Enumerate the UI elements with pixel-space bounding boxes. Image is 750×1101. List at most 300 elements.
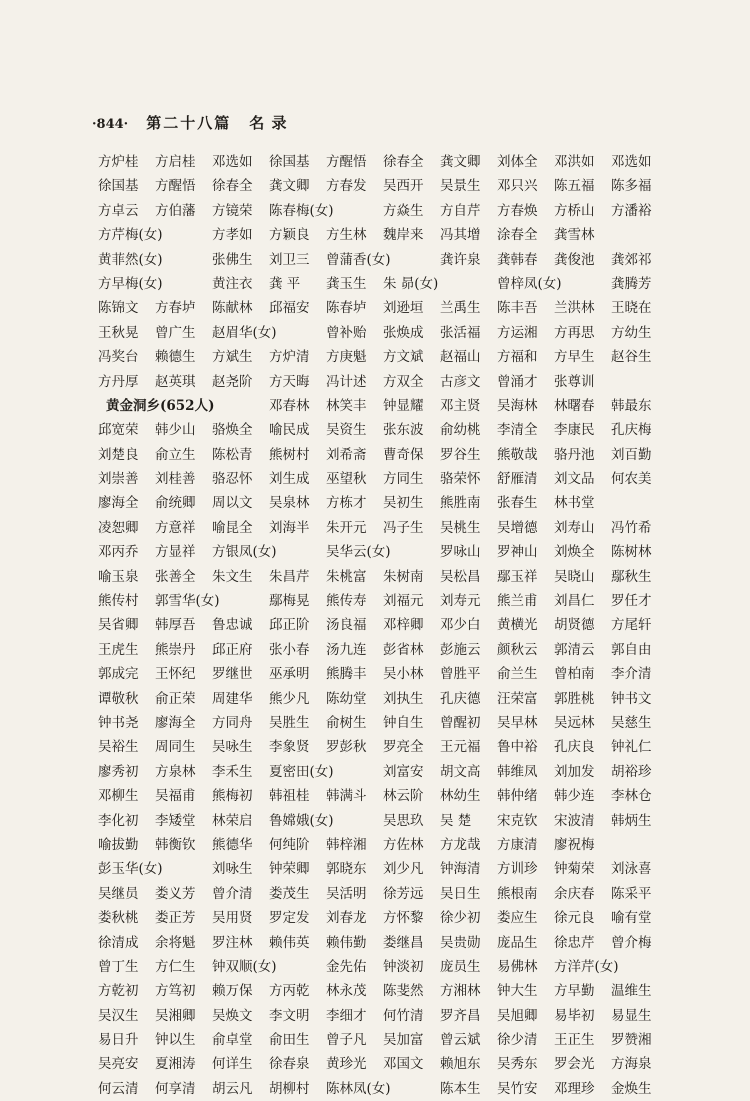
name-entry: 李矮堂 [155, 812, 196, 829]
name-entry: 金焕生 [611, 1080, 652, 1097]
name-entry: 曾柏南 [554, 666, 595, 683]
name-entry: 周建华 [212, 690, 253, 707]
name-entry: 刘逊垣 [383, 300, 424, 317]
name-entry: 胡柳村 [269, 1080, 310, 1097]
name-entry: 钟礼仁 [611, 739, 652, 756]
name-entry: 方尾轩 [611, 617, 652, 634]
name-entry: 徐春全 [212, 178, 253, 195]
name-entry: 颜秋云 [497, 641, 538, 658]
name-entry: 舒雁清 [497, 471, 538, 488]
name-entry: 熊少凡 [269, 690, 310, 707]
name-entry: 吴资生 [326, 422, 367, 439]
name-entry: 方早梅(女) [98, 275, 163, 292]
name-entry: 邱正阶 [269, 617, 310, 634]
name-entry: 刘崇善 [98, 471, 139, 488]
name-entry: 郭雪华(女) [155, 593, 220, 610]
name-row [98, 150, 668, 174]
name-entry: 邓选如 [611, 154, 652, 170]
name-entry: 方卓云 [98, 202, 139, 219]
name-row [98, 248, 668, 272]
name-entry: 张尊训 [554, 373, 595, 390]
name-entry: 方再思 [554, 324, 595, 341]
name-entry: 娄秋桃 [98, 910, 139, 927]
name-entry: 曾丁生 [98, 958, 139, 975]
name-row [98, 955, 668, 979]
name-entry: 郭成完 [98, 666, 139, 683]
name-entry: 吴增德 [497, 519, 538, 536]
name-entry: 韩梓湘 [326, 836, 367, 853]
name-entry: 刘海半 [269, 519, 310, 536]
name-entry: 方银凤(女) [212, 544, 277, 561]
name-entry: 陈春梅(女) [269, 202, 334, 219]
name-entry: 方焱生 [383, 202, 424, 219]
name-entry: 钟荣卿 [269, 861, 310, 878]
name-entry: 刘卫三 [269, 251, 310, 268]
name-entry: 汪荣富 [497, 690, 538, 707]
name-entry: 黄注衣 [212, 275, 253, 292]
name-entry: 钟淡初 [383, 958, 424, 975]
name-entry: 徐清成 [98, 934, 139, 951]
name-entry: 曾梓凤(女) [497, 275, 562, 292]
name-entry: 俞田生 [269, 1032, 310, 1049]
name-entry: 赵谷生 [611, 349, 652, 366]
name-entry: 方佐林 [383, 836, 424, 853]
name-entry: 曹奇保 [383, 446, 424, 463]
name-entry: 冯计述 [326, 373, 367, 390]
name-entry: 邓梓卿 [383, 617, 424, 634]
name-entry: 罗定发 [269, 910, 310, 927]
name-entry: 冯奖台 [98, 349, 139, 366]
name-entry: 胡云凡 [212, 1080, 253, 1097]
name-entry: 钟海清 [440, 861, 481, 878]
name-entry: 熊德华 [212, 836, 253, 853]
name-entry: 吴继员 [98, 885, 139, 902]
name-entry: 曾胜平 [440, 666, 481, 683]
name-entry: 邓选如 [212, 154, 253, 170]
name-entry: 方丹厚 [98, 373, 139, 390]
name-entry: 邓理珍 [554, 1080, 595, 1097]
name-entry: 吴省卿 [98, 617, 139, 634]
name-entry: 张佛生 [212, 251, 253, 268]
name-entry: 方泉林 [155, 763, 196, 780]
name-entry: 钟双顺(女) [212, 958, 277, 975]
name-entry: 邓柳生 [98, 788, 139, 805]
name-entry: 庞品生 [497, 934, 538, 951]
name-entry: 胡贤德 [554, 617, 595, 634]
name-entry: 赵眉华(女) [212, 324, 277, 341]
name-entry: 林荣启 [212, 812, 253, 829]
name-entry: 吴咏生 [212, 739, 253, 756]
name-entry: 冯其增 [440, 227, 481, 244]
name-entry: 刘寿元 [440, 593, 481, 610]
name-row [98, 662, 668, 686]
name-row [98, 491, 668, 515]
name-entry: 刘泳喜 [611, 861, 652, 878]
name-entry: 方同生 [383, 471, 424, 488]
name-entry: 龚玉生 [326, 275, 367, 292]
name-entry: 吴景生 [440, 178, 481, 195]
name-entry: 曾蒲香(女) [326, 251, 391, 268]
name-row [98, 809, 668, 833]
name-entry: 刘加发 [554, 763, 595, 780]
name-entry: 吴裕生 [98, 739, 139, 756]
name-entry: 韩祖桂 [269, 788, 310, 805]
name-entry: 郭胜桃 [554, 690, 595, 707]
name-entry: 徐忠芹 [554, 934, 595, 951]
name-entry: 曾补贻 [326, 324, 367, 341]
name-entry: 鄢玉祥 [497, 568, 538, 585]
name-entry: 徐国基 [269, 154, 310, 170]
name-entry: 邱宽荣 [98, 422, 139, 439]
name-entry: 赖万保 [212, 983, 253, 1000]
name-entry: 罗赞湘 [611, 1032, 652, 1049]
name-entry: 吴湘卿 [155, 1007, 196, 1024]
name-entry: 何享清 [155, 1080, 196, 1097]
name-entry: 方春发 [326, 178, 367, 195]
name-entry: 刘体全 [497, 154, 538, 170]
name-entry: 方海泉 [611, 1056, 652, 1073]
section-title: 第二十八篇 [146, 114, 232, 132]
name-entry: 陈斐然 [383, 983, 424, 1000]
name-entry: 易毕初 [554, 1007, 595, 1024]
name-entry: 吴活明 [326, 885, 367, 902]
name-entry: 易佛林 [497, 958, 538, 975]
name-entry: 方湘林 [440, 983, 481, 1000]
name-entry: 刘咏生 [212, 861, 253, 878]
name-entry: 刘寿山 [554, 519, 595, 536]
name-entry: 钟书文 [611, 690, 652, 707]
name-row [98, 370, 668, 394]
name-entry: 喻有堂 [611, 910, 652, 927]
name-entry: 俞正荣 [155, 690, 196, 707]
name-entry: 刘生成 [269, 471, 310, 488]
name-row [98, 857, 668, 881]
name-row [98, 833, 668, 857]
name-row [98, 1077, 668, 1101]
name-entry: 方炉桂 [98, 154, 139, 170]
name-row [98, 613, 668, 637]
name-entry: 龚 平 [269, 275, 301, 292]
name-list [98, 150, 668, 1101]
name-entry: 方桥山 [554, 202, 595, 219]
name-entry: 方意祥 [155, 519, 196, 536]
name-entry: 刘百勤 [611, 446, 652, 463]
name-entry: 方炉清 [269, 349, 310, 366]
name-entry: 方丙乾 [269, 983, 310, 1000]
name-entry: 方龙哉 [440, 836, 481, 853]
name-entry: 周以文 [212, 495, 253, 512]
name-entry: 吴亮安 [98, 1056, 139, 1073]
name-entry: 龚腾芳 [611, 275, 652, 292]
name-entry: 王虎生 [98, 641, 139, 658]
name-entry: 方运湘 [497, 324, 538, 341]
name-entry: 朱树南 [383, 568, 424, 585]
name-entry: 方栋才 [326, 495, 367, 512]
name-entry: 韩维凤 [497, 763, 538, 780]
name-entry: 易显生 [611, 1007, 652, 1024]
name-entry: 方庚魁 [326, 349, 367, 366]
name-entry: 方双全 [383, 373, 424, 390]
name-entry: 吴旭卿 [497, 1007, 538, 1024]
name-row [98, 784, 668, 808]
name-row [98, 711, 668, 735]
name-entry: 陈本生 [440, 1080, 481, 1097]
name-entry: 赖旭东 [440, 1056, 481, 1073]
name-entry: 吴松昌 [440, 568, 481, 585]
name-entry: 曾介清 [212, 885, 253, 902]
name-entry: 孔庆良 [554, 739, 595, 756]
name-entry: 吴秀东 [497, 1056, 538, 1073]
name-entry: 冯子生 [383, 519, 424, 536]
name-entry: 曾子凡 [326, 1032, 367, 1049]
name-entry: 罗彭秋 [326, 739, 367, 756]
name-row [98, 516, 668, 540]
name-entry: 龚郊祁 [611, 251, 652, 268]
name-entry: 龚雪林 [554, 227, 595, 244]
name-entry: 汤九连 [326, 641, 367, 658]
name-entry: 林书堂 [554, 495, 595, 512]
name-entry: 方天晦 [269, 373, 310, 390]
name-entry: 邓丙乔 [98, 544, 139, 561]
name-entry: 方颖良 [269, 227, 310, 244]
name-entry: 鄢梅晃 [269, 593, 310, 610]
name-row [98, 760, 668, 784]
name-entry: 方仁生 [155, 958, 196, 975]
name-entry: 邓春林 [269, 397, 310, 414]
name-entry: 鲁嫦娥(女) [269, 812, 334, 829]
name-entry: 陈树林 [611, 544, 652, 561]
name-entry: 罗任才 [611, 593, 652, 610]
name-entry: 龚韩春 [497, 251, 538, 268]
name-row [98, 174, 668, 198]
name-entry: 刘春龙 [326, 910, 367, 927]
name-entry: 方伯藩 [155, 202, 196, 219]
name-entry: 刘少凡 [383, 861, 424, 878]
name-entry: 龚许泉 [440, 251, 481, 268]
name-entry: 宋波清 [554, 812, 595, 829]
name-entry: 何纯阶 [269, 836, 310, 853]
chapter-title: 名 录 [249, 114, 288, 132]
name-entry: 赖德生 [155, 349, 196, 366]
name-entry: 韩满斗 [326, 788, 367, 805]
name-entry: 李细才 [326, 1007, 367, 1024]
name-entry: 韩衡钦 [155, 836, 196, 853]
name-entry: 邱福安 [269, 300, 310, 317]
name-entry: 罗咏山 [440, 544, 481, 561]
name-entry: 鄢秋生 [611, 568, 652, 585]
name-entry: 方早勤 [554, 983, 595, 1000]
name-entry: 钟书尧 [98, 714, 139, 731]
name-entry: 吴焕文 [212, 1007, 253, 1024]
name-entry: 吴贵勋 [440, 934, 481, 951]
name-entry: 林曙春 [554, 397, 595, 414]
name-entry: 陈春垆 [326, 300, 367, 317]
name-entry: 宋克钦 [497, 812, 538, 829]
name-entry: 林笑丰 [326, 397, 367, 414]
name-entry: 俞树生 [326, 714, 367, 731]
name-row [98, 467, 668, 491]
name-row [98, 443, 668, 467]
name-entry: 骆荣怀 [440, 471, 481, 488]
name-entry: 吴远林 [554, 714, 595, 731]
name-entry: 方生林 [326, 227, 367, 244]
name-entry: 方乾初 [98, 983, 139, 1000]
name-entry: 方自芹 [440, 202, 481, 219]
name-entry: 娄继昌 [383, 934, 424, 951]
page-header [92, 112, 287, 133]
name-entry: 罗齐昌 [440, 1007, 481, 1024]
name-entry: 孔庆梅 [611, 422, 652, 439]
name-entry: 方斌生 [212, 349, 253, 366]
name-entry: 吴海林 [497, 397, 538, 414]
name-entry: 刘希斋 [326, 446, 367, 463]
name-entry: 韩仲绪 [497, 788, 538, 805]
name-entry: 俞兰生 [497, 666, 538, 683]
name-entry: 曾涌才 [497, 373, 538, 390]
name-entry: 喻昆全 [212, 519, 253, 536]
name-entry: 巫承明 [269, 666, 310, 683]
name-entry: 龚文卿 [440, 154, 481, 170]
name-entry: 曾介梅 [611, 934, 652, 951]
name-entry: 钟大生 [497, 983, 538, 1000]
name-entry: 方早生 [554, 349, 595, 366]
name-entry: 娄应生 [497, 910, 538, 927]
name-entry: 郭晓东 [326, 861, 367, 878]
name-entry: 俞卓堂 [212, 1032, 253, 1049]
name-entry: 赖伟勤 [326, 934, 367, 951]
name-entry: 徐春泉 [269, 1056, 310, 1073]
name-entry: 陈采平 [611, 885, 652, 902]
name-entry: 方怀黎 [383, 910, 424, 927]
name-entry: 骆丹池 [554, 446, 595, 463]
name-entry: 谭敬秋 [98, 690, 139, 707]
name-entry: 林永茂 [326, 983, 367, 1000]
name-entry: 罗继世 [212, 666, 253, 683]
name-entry: 吴福甫 [155, 788, 196, 805]
name-entry: 方启桂 [155, 154, 196, 170]
name-entry: 徐元良 [554, 910, 595, 927]
name-entry: 赵福山 [440, 349, 481, 366]
name-entry: 朱昌芹 [269, 568, 310, 585]
name-row [98, 638, 668, 662]
name-entry: 彭施云 [440, 641, 481, 658]
name-row [98, 687, 668, 711]
name-entry: 熊腾丰 [326, 666, 367, 683]
name-entry: 李文明 [269, 1007, 310, 1024]
name-entry: 王怀纪 [155, 666, 196, 683]
name-entry: 方同舟 [212, 714, 253, 731]
name-entry: 李康民 [554, 422, 595, 439]
name-entry: 赖伟英 [269, 934, 310, 951]
name-entry: 鲁忠诚 [212, 617, 253, 634]
name-entry: 张焕成 [383, 324, 424, 341]
name-entry: 鲁中裕 [497, 739, 538, 756]
name-entry: 陈丰吾 [497, 300, 538, 317]
name-entry: 陈锦文 [98, 300, 139, 317]
name-entry: 王正生 [554, 1032, 595, 1049]
name-entry: 方福和 [497, 349, 538, 366]
name-entry: 张东波 [383, 422, 424, 439]
name-entry: 廖海全 [98, 495, 139, 512]
name-entry: 罗注林 [212, 934, 253, 951]
name-entry: 钟自生 [383, 714, 424, 731]
name-entry: 余将魁 [155, 934, 196, 951]
name-entry: 周同生 [155, 739, 196, 756]
name-entry: 何云清 [98, 1080, 139, 1097]
name-entry: 方醒悟 [155, 178, 196, 195]
name-entry: 冯竹希 [611, 519, 652, 536]
name-entry: 廖海全 [155, 714, 196, 731]
name-entry: 方醒悟 [326, 154, 367, 170]
name-entry: 陈五福 [554, 178, 595, 195]
name-entry: 方春垆 [155, 300, 196, 317]
name-entry: 熊胜南 [440, 495, 481, 512]
name-entry: 曾云斌 [440, 1032, 481, 1049]
name-entry: 金先佑 [326, 958, 367, 975]
name-entry: 朱 昴(女) [383, 275, 439, 292]
name-row [98, 565, 668, 589]
name-entry: 易日升 [98, 1032, 139, 1049]
name-entry: 李化初 [98, 812, 139, 829]
name-entry: 娄茂生 [269, 885, 310, 902]
name-entry: 吴用贤 [212, 910, 253, 927]
name-entry: 何竹清 [383, 1007, 424, 1024]
name-row [98, 1028, 668, 1052]
name-entry: 方文斌 [383, 349, 424, 366]
name-entry: 熊敬哉 [497, 446, 538, 463]
name-entry: 张小春 [269, 641, 310, 658]
name-entry: 韩少连 [554, 788, 595, 805]
name-entry: 罗神山 [497, 544, 538, 561]
page-number: ·844· [92, 117, 129, 132]
name-entry: 娄正芳 [155, 910, 196, 927]
name-entry: 张善全 [155, 568, 196, 585]
name-entry: 徐芳远 [383, 885, 424, 902]
name-entry: 李象贤 [269, 739, 310, 756]
name-entry: 熊传村 [98, 593, 139, 610]
name-entry: 林幼生 [440, 788, 481, 805]
name-entry: 陈松青 [212, 446, 253, 463]
name-entry: 郭自由 [611, 641, 652, 658]
name-entry: 刘楚良 [98, 446, 139, 463]
name-entry: 黄菲然(女) [98, 251, 163, 268]
name-entry: 方显祥 [155, 544, 196, 561]
name-entry: 陈多福 [611, 178, 652, 195]
name-entry: 兰洪林 [554, 300, 595, 317]
name-entry: 孔庆德 [440, 690, 481, 707]
name-entry: 邓国文 [383, 1056, 424, 1073]
name-row [98, 1052, 668, 1076]
name-entry: 罗会光 [554, 1056, 595, 1073]
name-entry: 赵尧阶 [212, 373, 253, 390]
name-entry: 刘桂善 [155, 471, 196, 488]
name-entry: 钟以生 [155, 1032, 196, 1049]
name-entry: 熊梅初 [212, 788, 253, 805]
name-entry: 俞幼桃 [440, 422, 481, 439]
name-entry: 张春生 [497, 495, 538, 512]
name-entry: 韩最东 [611, 397, 652, 414]
name-entry: 方笃初 [155, 983, 196, 1000]
name-entry: 陈林凤(女) [326, 1080, 391, 1097]
name-entry: 李介清 [611, 666, 652, 683]
name-entry: 朱文生 [212, 568, 253, 585]
name-entry: 邓只兴 [497, 178, 538, 195]
name-entry: 吴思玖 [383, 812, 424, 829]
name-row [98, 979, 668, 1003]
name-entry: 徐少初 [440, 910, 481, 927]
name-row [98, 931, 668, 955]
name-row [98, 418, 668, 442]
